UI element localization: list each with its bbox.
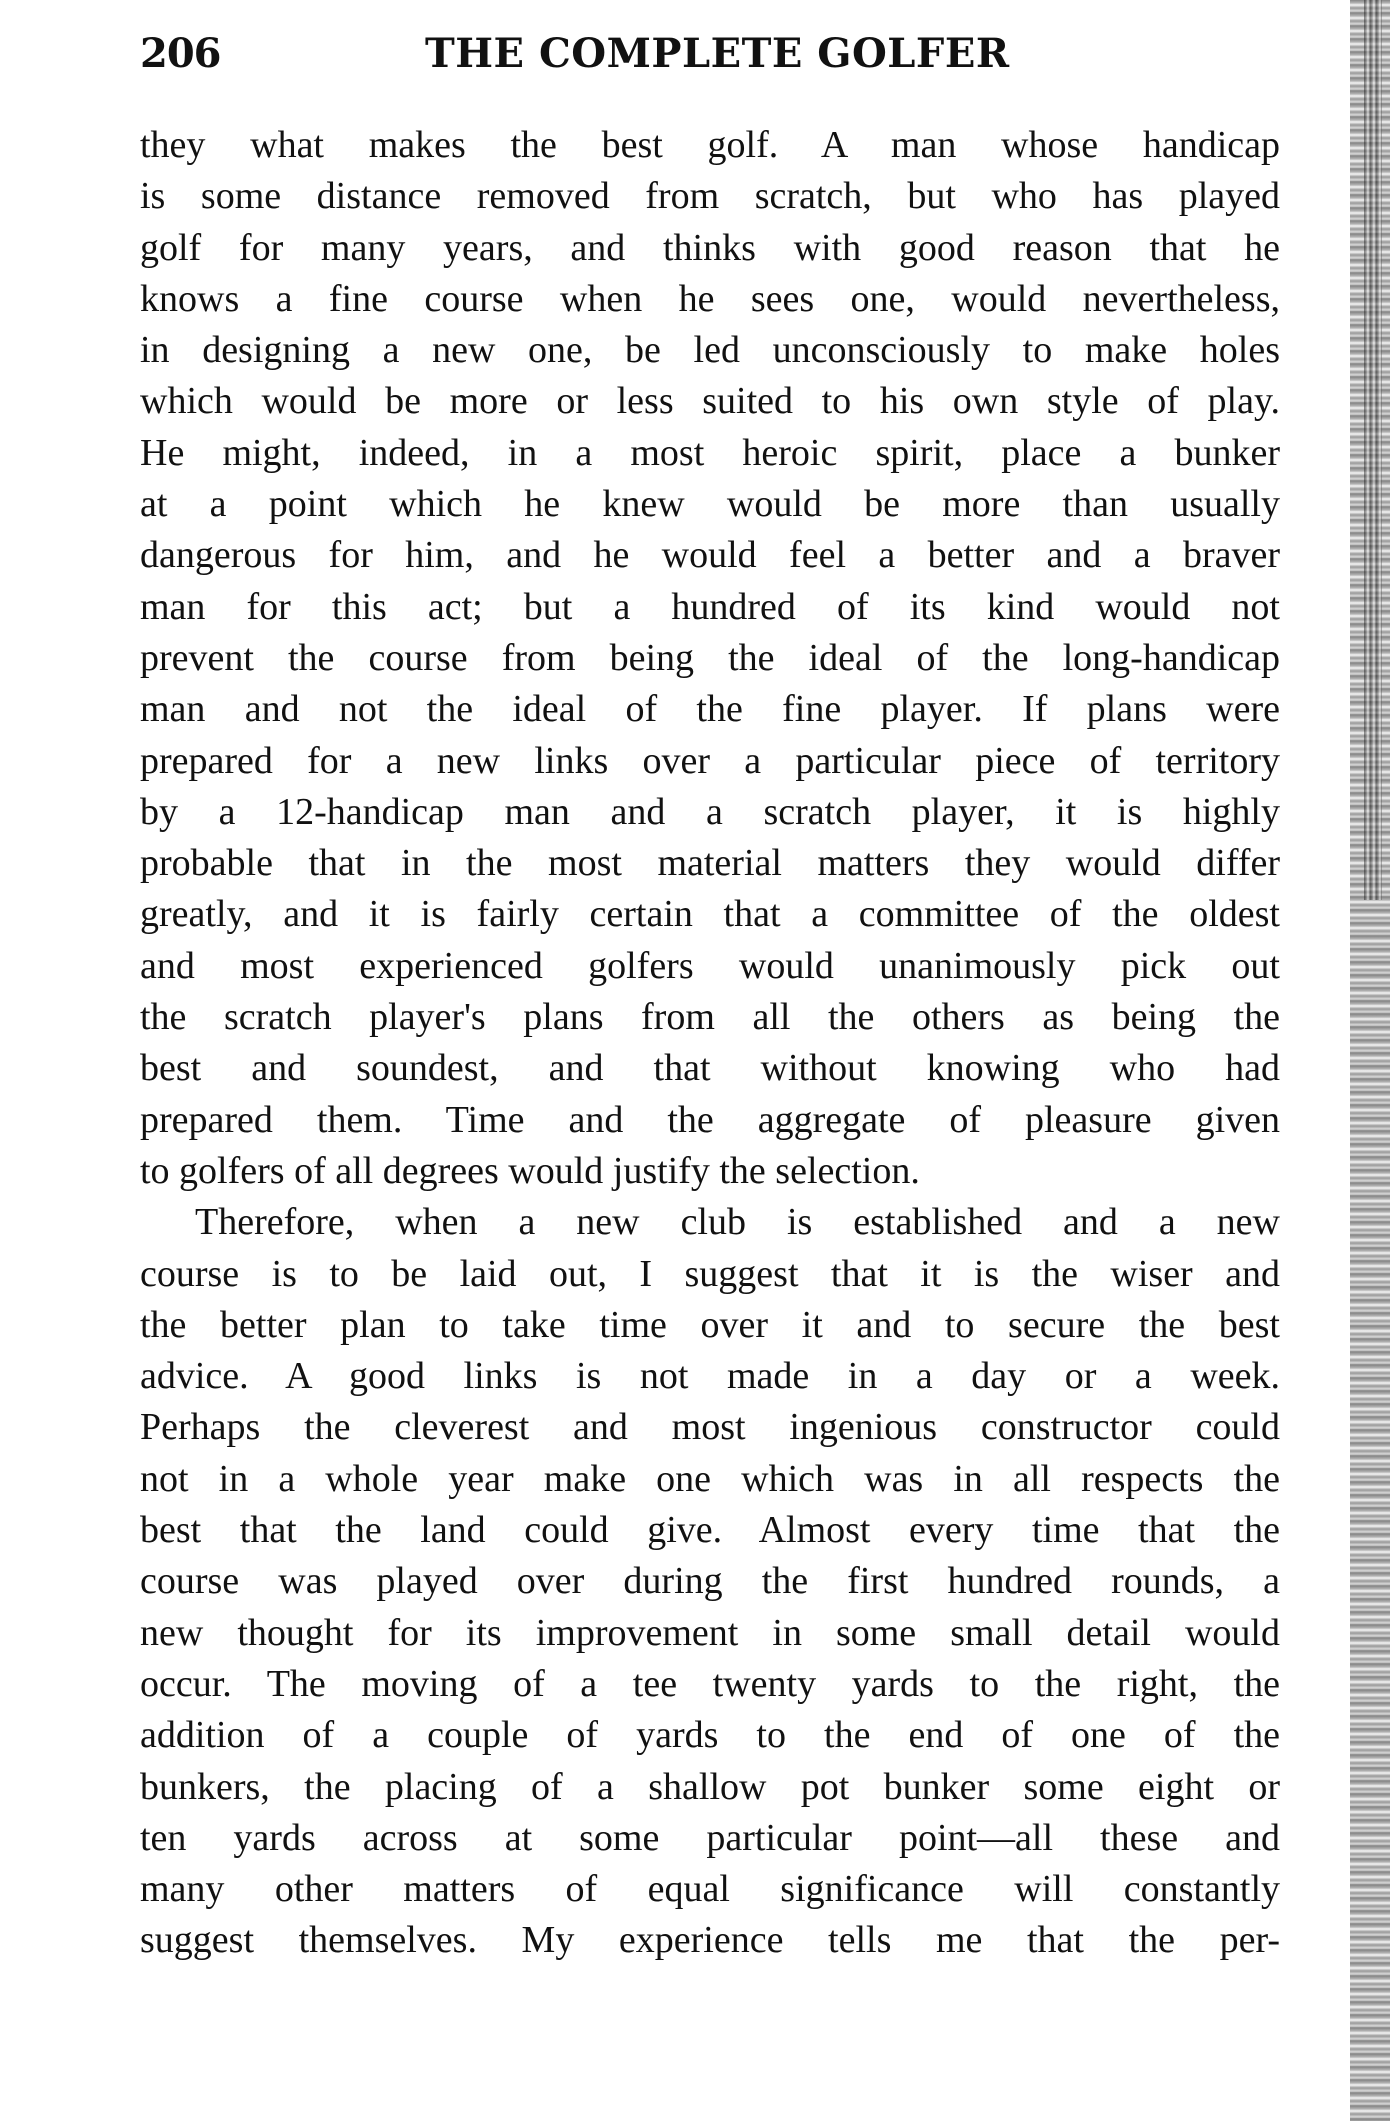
page-edge-shadow <box>1364 0 1382 900</box>
text-line: golf for many years, and thinks with good reason that he <box>140 226 1280 269</box>
text-line: is some distance removed from scratch, but who has played <box>140 175 1280 218</box>
text-line: Perhaps the cleverest and most ingenious constructor could <box>140 1406 1280 1449</box>
text-line: ten yards across at some particular point—all these and <box>140 1816 1280 1859</box>
text-line: man and not the ideal of the fine player. If plans were <box>140 688 1280 731</box>
text-line: best that the land could give. Almost every time that the <box>140 1509 1280 1552</box>
text-line: probable that in the most material matters they would differ <box>140 842 1280 885</box>
text-line: course is to be laid out, I suggest that it is the wiser and <box>140 1252 1280 1295</box>
text-line: bunkers, the placing of a shallow pot bunker some eight or <box>140 1765 1280 1808</box>
text-line: in designing a new one, be led unconsciously to make holes <box>140 329 1280 372</box>
text-line: best and soundest, and that without knowing who had <box>140 1047 1280 1090</box>
text-line: to golfers of all degrees would justify the selection. <box>140 1149 920 1192</box>
text-line: knows a fine course when he sees one, would nevertheless, <box>140 277 1280 320</box>
text-line: man for this act; but a hundred of its kind would not <box>140 585 1280 628</box>
page-body-text <box>140 120 1280 1967</box>
text-line: not in a whole year make one which was in all respects the <box>140 1457 1280 1500</box>
text-line: prepared them. Time and the aggregate of pleasure given <box>140 1098 1280 1141</box>
text-line: the better plan to take time over it and to secure the best <box>140 1303 1280 1346</box>
text-line: prevent the course from being the ideal of the long-handicap <box>140 636 1280 679</box>
text-line: greatly, and it is fairly certain that a committee of the oldest <box>140 893 1280 936</box>
text-line: which would be more or less suited to his own style of play. <box>140 380 1280 423</box>
text-line: they what makes the best golf. A man whose handicap <box>140 124 1280 166</box>
text-line: and most experienced golfers would unanimously pick out <box>140 944 1280 987</box>
text-line: the scratch player's plans from all the others as being the <box>140 996 1280 1039</box>
text-line: many other matters of equal significance will constantly <box>140 1868 1280 1911</box>
text-line: at a point which he knew would be more than usually <box>140 483 1280 526</box>
running-title: THE COMPLETE GOLFER <box>425 30 1010 77</box>
text-line: advice. A good links is not made in a day or a week. <box>140 1355 1280 1398</box>
text-line: course was played over during the first hundred rounds, a <box>140 1560 1280 1603</box>
text-line: addition of a couple of yards to the end of one of the <box>140 1714 1280 1757</box>
page-header <box>140 30 1280 90</box>
page-number: 206 <box>140 30 221 77</box>
text-line: prepared for a new links over a particular piece of territory <box>140 739 1280 782</box>
text-line: occur. The moving of a tee twenty yards to the right, the <box>140 1662 1280 1705</box>
text-line: He might, indeed, in a most heroic spirit, place a bunker <box>140 431 1280 474</box>
text-line: suggest themselves. My experience tells me that the per- <box>140 1919 1280 1962</box>
text-line: dangerous for him, and he would feel a better and a braver <box>140 534 1280 577</box>
text-line: by a 12-handicap man and a scratch player, it is highly <box>140 790 1280 833</box>
text-line: Therefore, when a new club is established and a new <box>195 1201 1280 1244</box>
text-line: new thought for its improvement in some small detail would <box>140 1611 1280 1654</box>
